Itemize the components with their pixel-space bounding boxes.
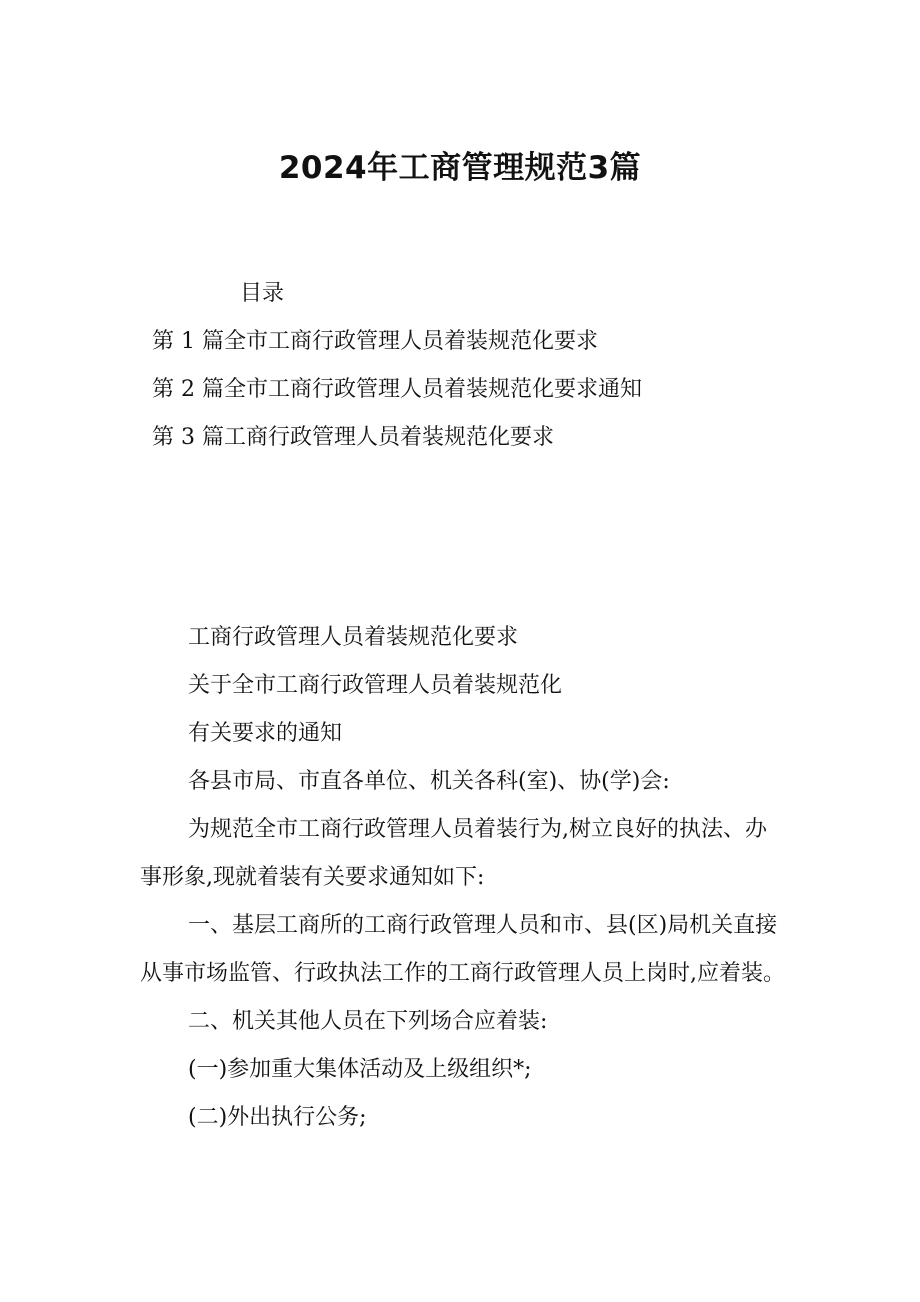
notice-recipients: 各县市局、市直各单位、机关各科(室)、协(学)会: bbox=[188, 769, 670, 794]
document-title: 2024年工商管理规范3篇 bbox=[278, 150, 642, 186]
document-body bbox=[140, 614, 785, 1142]
notice-intro-paragraph: 为规范全市工商行政管理人员着装行为,树立良好的执法、办事形象,现就着装有关要求通知如下: bbox=[140, 817, 767, 890]
clause-2-item-2: (二)外出执行公务; bbox=[188, 1105, 367, 1130]
clause-2-item-1: (一)参加重大集体活动及上级组织*; bbox=[188, 1057, 532, 1082]
toc-item-2[interactable]: 第 2 篇全市工商行政管理人员着装规范化要求通知 bbox=[152, 377, 642, 402]
toc-item-3[interactable]: 第 3 篇工商行政管理人员着装规范化要求 bbox=[152, 425, 554, 450]
notice-title-line-2: 有关要求的通知 bbox=[188, 721, 343, 746]
notice-title-line-1: 关于全市工商行政管理人员着装规范化 bbox=[188, 673, 563, 698]
section-heading: 工商行政管理人员着装规范化要求 bbox=[188, 625, 519, 650]
clause-2-heading: 二、机关其他人员在下列场合应着装: bbox=[188, 1009, 548, 1034]
clause-1-paragraph: 一、基层工商所的工商行政管理人员和市、县(区)局机关直接从事市场监管、行政执法工作的工商行政管理人员上岗时,应着装。 bbox=[140, 913, 785, 986]
toc-heading: 目录 bbox=[240, 281, 285, 306]
toc-item-1[interactable]: 第 1 篇全市工商行政管理人员着装规范化要求 bbox=[152, 329, 598, 354]
